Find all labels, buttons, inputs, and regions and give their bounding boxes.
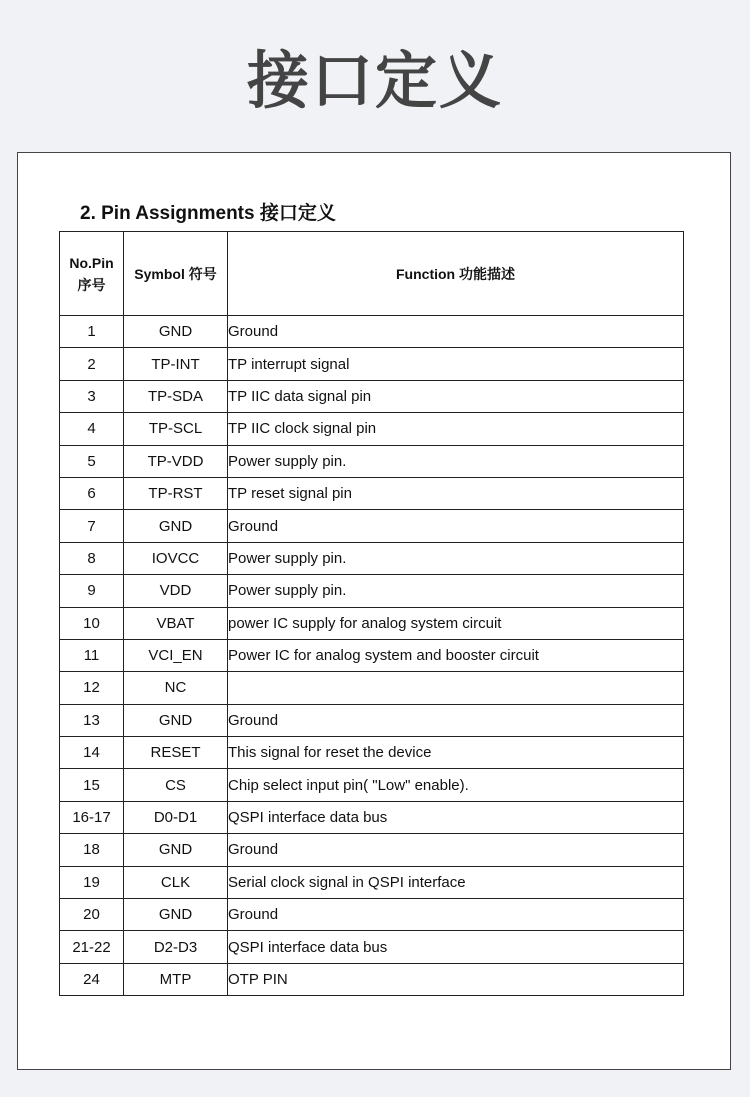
pin-symbol-cell: CS bbox=[124, 769, 228, 801]
table-row bbox=[60, 866, 684, 898]
table-row bbox=[60, 931, 684, 963]
pin-number-cell: 19 bbox=[60, 866, 124, 898]
table-row bbox=[60, 413, 684, 445]
pin-function-cell: QSPI interface data bus bbox=[228, 931, 684, 963]
pin-assignments-table bbox=[59, 231, 684, 996]
pin-function-cell: Ground bbox=[228, 704, 684, 736]
header-symbol: Symbol 符号 bbox=[124, 232, 228, 316]
table-row bbox=[60, 639, 684, 671]
pin-function-cell: TP reset signal pin bbox=[228, 477, 684, 509]
pin-function-cell: Chip select input pin( "Low" enable). bbox=[228, 769, 684, 801]
pin-function-cell: QSPI interface data bus bbox=[228, 801, 684, 833]
pin-number-cell: 21-22 bbox=[60, 931, 124, 963]
pin-symbol-cell: TP-SCL bbox=[124, 413, 228, 445]
pin-number-cell: 18 bbox=[60, 834, 124, 866]
pin-symbol-cell: IOVCC bbox=[124, 542, 228, 574]
table-row bbox=[60, 510, 684, 542]
pin-symbol-cell: VDD bbox=[124, 575, 228, 607]
table-row bbox=[60, 575, 684, 607]
table-row bbox=[60, 672, 684, 704]
table-row bbox=[60, 542, 684, 574]
header-no-pin bbox=[60, 232, 124, 316]
pin-symbol-cell: CLK bbox=[124, 866, 228, 898]
pin-number-cell: 7 bbox=[60, 510, 124, 542]
pin-number-cell: 13 bbox=[60, 704, 124, 736]
pin-function-cell: TP IIC data signal pin bbox=[228, 380, 684, 412]
table-row bbox=[60, 316, 684, 348]
pin-function-cell: TP IIC clock signal pin bbox=[228, 413, 684, 445]
pin-number-cell: 20 bbox=[60, 899, 124, 931]
pin-function-cell bbox=[228, 672, 684, 704]
pin-function-cell: Power supply pin. bbox=[228, 445, 684, 477]
table-row bbox=[60, 380, 684, 412]
pin-function-cell: OTP PIN bbox=[228, 963, 684, 995]
pin-symbol-cell: MTP bbox=[124, 963, 228, 995]
pin-symbol-cell: VBAT bbox=[124, 607, 228, 639]
pin-function-cell: Power IC for analog system and booster circuit bbox=[228, 639, 684, 671]
table-row bbox=[60, 607, 684, 639]
table-row bbox=[60, 704, 684, 736]
table-row bbox=[60, 445, 684, 477]
table-row bbox=[60, 834, 684, 866]
table-row bbox=[60, 899, 684, 931]
pin-number-cell: 5 bbox=[60, 445, 124, 477]
pin-number-cell: 11 bbox=[60, 639, 124, 671]
pin-symbol-cell: TP-INT bbox=[124, 348, 228, 380]
pin-function-cell: Ground bbox=[228, 899, 684, 931]
pin-symbol-cell: NC bbox=[124, 672, 228, 704]
pin-function-cell: Ground bbox=[228, 510, 684, 542]
pin-symbol-cell: TP-SDA bbox=[124, 380, 228, 412]
header-function: Function 功能描述 bbox=[228, 232, 684, 316]
pin-function-cell: Ground bbox=[228, 316, 684, 348]
pin-number-cell: 10 bbox=[60, 607, 124, 639]
table-row bbox=[60, 769, 684, 801]
table-header-row bbox=[60, 232, 684, 316]
header-no-pin-cn: 序号 bbox=[77, 276, 106, 293]
pin-number-cell: 1 bbox=[60, 316, 124, 348]
pin-function-cell: power IC supply for analog system circuit bbox=[228, 607, 684, 639]
pin-symbol-cell: GND bbox=[124, 704, 228, 736]
pin-symbol-cell: GND bbox=[124, 899, 228, 931]
pin-symbol-cell: TP-RST bbox=[124, 477, 228, 509]
pin-number-cell: 4 bbox=[60, 413, 124, 445]
pin-function-cell: Ground bbox=[228, 834, 684, 866]
pin-symbol-cell: D0-D1 bbox=[124, 801, 228, 833]
pin-number-cell: 16-17 bbox=[60, 801, 124, 833]
pin-number-cell: 3 bbox=[60, 380, 124, 412]
pin-symbol-cell: GND bbox=[124, 316, 228, 348]
pin-symbol-cell: RESET bbox=[124, 737, 228, 769]
pin-number-cell: 14 bbox=[60, 737, 124, 769]
table-row bbox=[60, 737, 684, 769]
pin-function-cell: Power supply pin. bbox=[228, 575, 684, 607]
pin-number-cell: 24 bbox=[60, 963, 124, 995]
header-no-pin-en: No.Pin bbox=[69, 254, 114, 271]
pin-number-cell: 12 bbox=[60, 672, 124, 704]
table-row bbox=[60, 801, 684, 833]
table-row bbox=[60, 477, 684, 509]
page-title: 接口定义 bbox=[246, 44, 503, 117]
pin-number-cell: 15 bbox=[60, 769, 124, 801]
pin-number-cell: 2 bbox=[60, 348, 124, 380]
table-body bbox=[60, 316, 684, 996]
pin-function-cell: This signal for reset the device bbox=[228, 737, 684, 769]
pin-symbol-cell: D2-D3 bbox=[124, 931, 228, 963]
pin-symbol-cell: GND bbox=[124, 834, 228, 866]
pin-function-cell: TP interrupt signal bbox=[228, 348, 684, 380]
pin-symbol-cell: VCI_EN bbox=[124, 639, 228, 671]
table-row bbox=[60, 348, 684, 380]
pin-symbol-cell: GND bbox=[124, 510, 228, 542]
pin-function-cell: Serial clock signal in QSPI interface bbox=[228, 866, 684, 898]
table-row bbox=[60, 963, 684, 995]
pin-number-cell: 9 bbox=[60, 575, 124, 607]
document-panel bbox=[17, 152, 731, 1070]
pin-symbol-cell: TP-VDD bbox=[124, 445, 228, 477]
pin-number-cell: 6 bbox=[60, 477, 124, 509]
pin-number-cell: 8 bbox=[60, 542, 124, 574]
section-heading: 2. Pin Assignments 接口定义 bbox=[80, 203, 336, 224]
pin-function-cell: Power supply pin. bbox=[228, 542, 684, 574]
